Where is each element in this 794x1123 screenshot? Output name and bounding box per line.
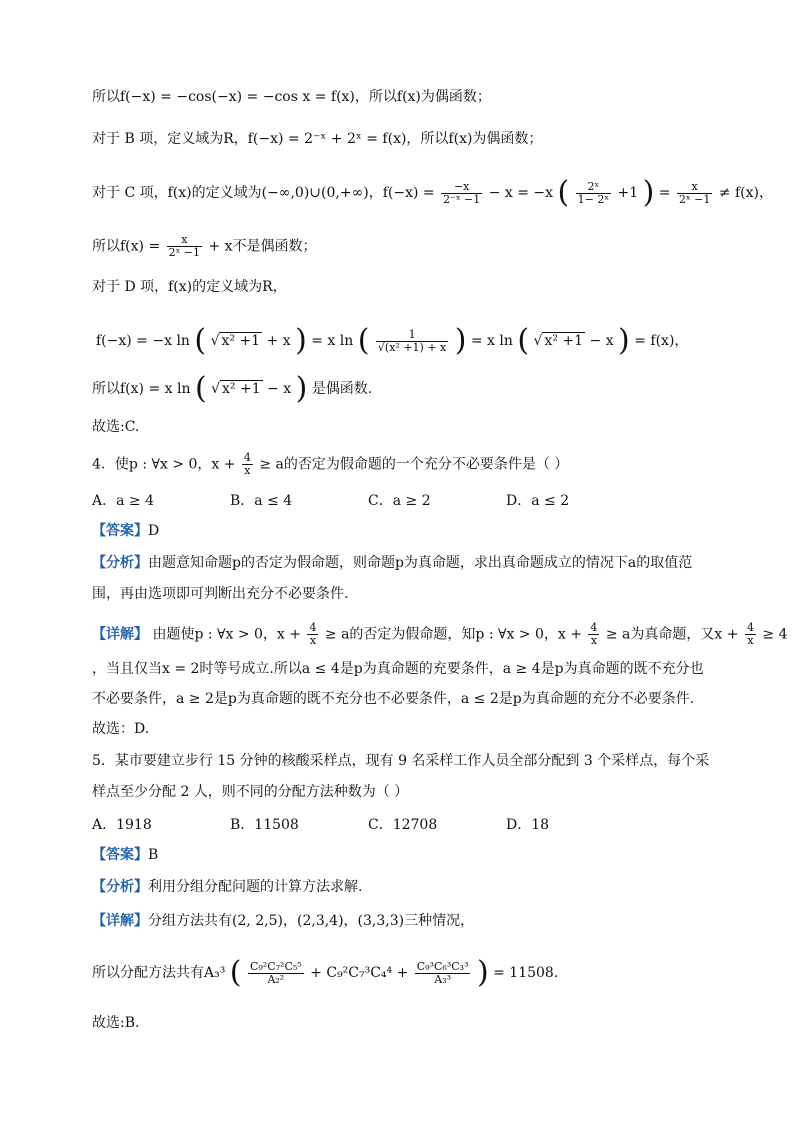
text-span: ≠ f(x)， xyxy=(718,185,773,201)
paren-left: ( xyxy=(557,175,570,210)
option-b: B．a ≤ 4 xyxy=(230,493,293,509)
text-span: + C₉²C₇³C₄⁴ + xyxy=(310,965,413,981)
answer-tag: 【答案】 xyxy=(92,523,148,539)
text-span: +1 xyxy=(617,185,639,201)
text-span: − x xyxy=(267,381,292,397)
fraction: $\frac{1}{\text{√(x² +1) + x}}$ xyxy=(377,327,447,354)
text-span: + x不是偶函数； xyxy=(208,238,317,255)
text-line: 故选：D. xyxy=(92,721,150,737)
sqrt-sign: √ xyxy=(210,333,220,349)
question-5-detail xyxy=(92,912,474,930)
sqrt-sign: √ xyxy=(533,333,543,349)
fraction: $\frac{4}{x}$ xyxy=(309,621,317,647)
text-span: ≥ a为真命题，又x + xyxy=(605,626,743,643)
fraction: $\frac{\text{C₉³C₆³C₃³}}{\text{A₃³}}$ xyxy=(416,959,469,986)
option-d: D．18 xyxy=(506,817,550,833)
paren-right: ) xyxy=(642,175,655,210)
text-line: 对于 B 项，定义域为R，f(−x) = 2⁻ˣ + 2ˣ = f(x)，所以f(x)为偶函数； xyxy=(92,131,543,147)
fraction: $\frac{-x}{\text{2⁻ˣ −1}}$ xyxy=(443,179,481,206)
text-line: 所以f(−x) = −cos(−x) = −cos x = f(x)，所以f(x)为偶函数； xyxy=(92,89,491,105)
text-line xyxy=(92,175,773,210)
paren-left: ( xyxy=(517,323,530,358)
text-line: 故选:B. xyxy=(92,1015,140,1031)
text-line xyxy=(92,234,317,259)
text-span: 对于 C 项，f(x)的定义域为(−∞,0)∪(0,+∞)，f(−x) = xyxy=(92,185,440,201)
question-4-stem xyxy=(92,452,568,477)
sqrt-sign: √ xyxy=(211,381,221,397)
sqrt-body: x² +1 xyxy=(221,333,261,349)
analysis-text: 利用分组分配问题的计算方法求解. xyxy=(148,879,363,895)
text-span: 是偶函数. xyxy=(311,381,373,397)
question-4-detail xyxy=(92,622,787,647)
sqrt-body: x² +1 xyxy=(222,381,261,397)
answer-value: B xyxy=(148,847,159,863)
paren-right: ) xyxy=(295,323,307,358)
paren-right: ) xyxy=(454,323,467,358)
fraction: $\frac{4}{x}$ xyxy=(746,621,754,647)
question-5-stem: 5．某市要建立步行 15 分钟的核酸采样点，现有 9 名采样工作人员全部分配到 3 个采样点，每个采 xyxy=(92,753,710,769)
text-span: 由题使p : ∀x > 0，x + xyxy=(152,626,306,643)
question-4-options xyxy=(92,490,712,510)
text-span: 所以f(x) = x ln xyxy=(92,381,191,397)
text-line: 不必要条件，a ≥ 2是p为真命题的既不充分也不必要条件，a ≤ 2是p为真命题的充分不必要条件. xyxy=(92,691,695,707)
fraction: $\frac{4}{x}$ xyxy=(243,451,251,477)
question-5-options xyxy=(92,814,712,834)
text-span: = x ln xyxy=(470,333,513,349)
question-4-answer xyxy=(92,522,159,540)
text-line: 对于 D 项，f(x)的定义域为R， xyxy=(92,279,287,295)
fraction: $\frac{\text{C₉²C₇²C₅⁵}}{\text{A₂²}}$ xyxy=(249,959,302,986)
text-line xyxy=(92,955,559,990)
question-5-answer xyxy=(92,846,158,864)
paren-left: ( xyxy=(229,955,242,990)
analysis-tag: 【分析】 xyxy=(92,555,148,571)
analysis-text: 由题意知命题p的否定为假命题，则命题p为真命题，求出真命题成立的情况下a的取值范 xyxy=(148,555,693,571)
text-span: ≥ a的否定为假命题的一个充分不必要条件是（ ） xyxy=(259,456,569,473)
detail-text: 分组方法共有(2, 2,5)，(2,3,4)，(3,3,3)三种情况， xyxy=(148,913,475,929)
text-span: − x xyxy=(589,333,614,349)
text-line: ，当且仅当x = 2时等号成立.所以a ≤ 4是p为真命题的充要条件，a ≥ 4是p为真命题的既不充分也 xyxy=(92,661,704,677)
paren-left: ( xyxy=(357,323,370,358)
fraction: $\frac{x}{\text{2ˣ −1}}$ xyxy=(168,233,201,259)
answer-value: D xyxy=(148,523,160,539)
text-span: ≥ 4 xyxy=(762,626,788,643)
option-c: C．a ≥ 2 xyxy=(368,493,431,509)
paren-left: ( xyxy=(194,371,207,406)
fraction: $\frac{\text{2ˣ}}{\text{1− 2ˣ}}$ xyxy=(577,179,610,206)
text-span: − x = −x xyxy=(488,185,554,201)
text-span: = f(x)， xyxy=(634,333,689,349)
text-span: f(−x) = −x ln xyxy=(96,333,190,349)
option-a: A．1918 xyxy=(92,817,152,833)
detail-tag: 【详解】 xyxy=(92,626,148,643)
text-line: 样点至少分配 2 人，则不同的分配方法种数为（ ） xyxy=(92,784,409,800)
text-line: 围，再由选项即可判断出充分不必要条件. xyxy=(92,586,349,602)
text-span: = x ln xyxy=(311,333,354,349)
text-span: = 11508. xyxy=(493,965,559,981)
question-5-analysis xyxy=(92,878,362,896)
answer-tag: 【答案】 xyxy=(92,847,148,863)
paren-right: ) xyxy=(618,323,630,358)
option-a: A．a ≥ 4 xyxy=(92,493,154,509)
text-span: 4．使p : ∀x > 0，x + xyxy=(92,456,240,473)
detail-tag: 【详解】 xyxy=(92,913,148,929)
analysis-tag: 【分析】 xyxy=(92,879,148,895)
text-span: ≥ a的否定为假命题，知p : ∀x > 0，x + xyxy=(324,626,587,643)
text-line: 故选:C. xyxy=(92,419,140,435)
option-c: C．12708 xyxy=(368,817,438,833)
fraction: $\frac{x}{\text{2ˣ −1}}$ xyxy=(678,179,711,206)
paren-left: ( xyxy=(194,323,207,358)
text-line xyxy=(92,371,373,406)
text-span: 所以分配方法共有A₃³ xyxy=(92,965,226,981)
sqrt-body: x² +1 xyxy=(544,333,584,349)
text-span: = xyxy=(658,185,675,201)
paren-right: ) xyxy=(476,955,489,990)
question-4-analysis xyxy=(92,554,692,572)
text-span: + x xyxy=(266,333,291,349)
fraction: $\frac{4}{x}$ xyxy=(590,621,598,647)
text-line xyxy=(96,323,689,358)
paren-right: ) xyxy=(295,371,308,406)
option-d: D．a ≤ 2 xyxy=(506,493,570,509)
text-span: 所以f(x) = xyxy=(92,238,165,255)
option-b: B．11508 xyxy=(230,817,299,833)
